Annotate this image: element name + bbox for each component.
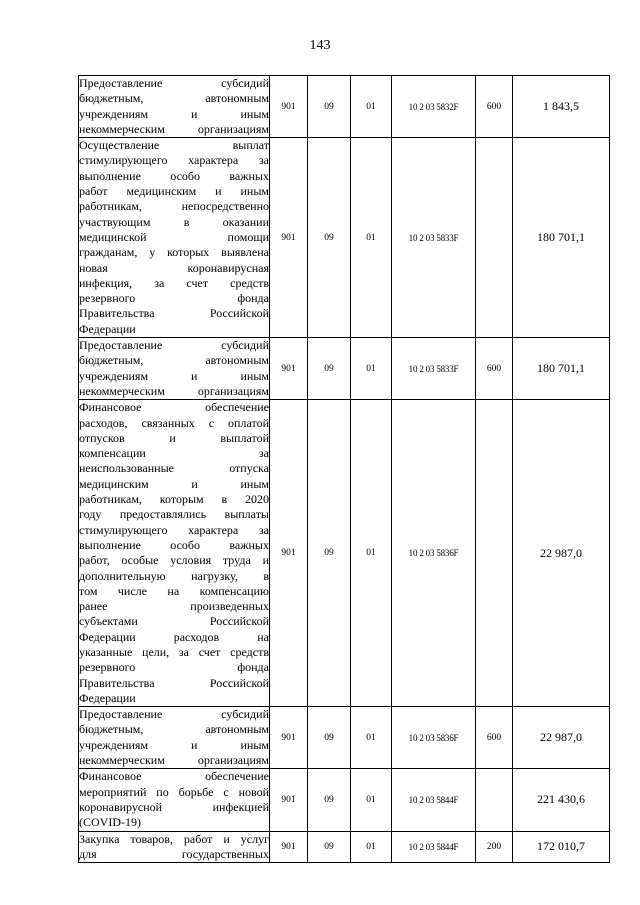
description-line: бюджетным, автономным (79, 722, 269, 737)
subsection-cell: 01 (351, 769, 392, 831)
table-row (79, 138, 610, 338)
description-line: Осуществление выплат (79, 138, 269, 153)
table-row (79, 831, 610, 863)
description-line: участвующим в оказании (79, 214, 269, 229)
description-line: отпусков и выплатой (79, 430, 269, 445)
description-cell (79, 831, 270, 863)
description-line: работникам, непосредственно (79, 199, 269, 214)
description-line: Предоставление субсидий (79, 338, 269, 353)
amount-cell: 180 701,1 (513, 138, 610, 338)
expense-type-cell (476, 138, 513, 338)
amount-cell: 172 010,7 (513, 831, 610, 863)
description-line: гражданам, у которых выявлена (79, 245, 269, 260)
subsection-cell: 01 (351, 138, 392, 338)
subsection-cell: 01 (351, 76, 392, 138)
description-cell (79, 338, 270, 400)
description-cell (79, 76, 270, 138)
target-article-cell: 10 2 03 5844F (392, 831, 476, 863)
grbs-cell: 901 (270, 707, 308, 769)
description-line: ранее произведенных (79, 599, 269, 614)
description-line: дополнительную нагрузку, в (79, 568, 269, 583)
description-line: медицинской помощи (79, 229, 269, 244)
description-line: новая коронавирусная (79, 260, 269, 275)
section-cell: 09 (308, 338, 351, 400)
description-line: для государственных (79, 846, 269, 861)
expense-type-cell: 600 (476, 707, 513, 769)
description-line: расходов, связанных с оплатой (79, 415, 269, 430)
expense-type-cell (476, 400, 513, 707)
amount-cell: 221 430,6 (513, 769, 610, 831)
description-line: Правительства Российской (79, 675, 269, 690)
subsection-cell: 01 (351, 338, 392, 400)
grbs-cell: 901 (270, 338, 308, 400)
expense-type-cell: 200 (476, 831, 513, 863)
description-line: некоммерческим организациям (79, 753, 269, 768)
table-body (79, 76, 610, 863)
description-line: работ, особые условия труда и (79, 553, 269, 568)
description-line: мероприятий по борьбе с новой (79, 784, 269, 799)
grbs-cell: 901 (270, 769, 308, 831)
description-line: Закупка товаров, работ и услуг (79, 831, 269, 846)
expense-type-cell: 600 (476, 338, 513, 400)
description-line: бюджетным, автономным (79, 353, 269, 368)
subsection-cell: 01 (351, 707, 392, 769)
table-row (79, 338, 610, 400)
description-line: Предоставление субсидий (79, 707, 269, 722)
expense-type-cell: 600 (476, 76, 513, 138)
description-line: субъектами Российской (79, 614, 269, 629)
description-line: выполнение особо важных (79, 537, 269, 552)
grbs-cell: 901 (270, 400, 308, 707)
description-line: Финансовое обеспечение (79, 769, 269, 784)
description-line: Федерации расходов на (79, 629, 269, 644)
description-line: неиспользованные отпуска (79, 461, 269, 476)
description-line: инфекция, за счет средств (79, 275, 269, 290)
page-number: 143 (309, 38, 331, 53)
description-line: выполнение особо важных (79, 168, 269, 183)
target-article-cell: 10 2 03 5833F (392, 338, 476, 400)
description-line: Финансовое обеспечение (79, 400, 269, 415)
target-article-cell: 10 2 03 5833F (392, 138, 476, 338)
description-line: учреждениям и иным (79, 368, 269, 383)
description-line: работникам, которым в 2020 (79, 492, 269, 507)
section-cell: 09 (308, 400, 351, 707)
target-article-cell: 10 2 03 5844F (392, 769, 476, 831)
description-line: учреждениям и иным (79, 737, 269, 752)
description-line: (COVID-19) (79, 815, 141, 830)
amount-cell: 22 987,0 (513, 707, 610, 769)
budget-table (78, 75, 610, 863)
subsection-cell: 01 (351, 831, 392, 863)
target-article-cell: 10 2 03 5836F (392, 400, 476, 707)
table-row (79, 76, 610, 138)
description-line: Правительства Российской (79, 306, 269, 321)
section-cell: 09 (308, 76, 351, 138)
description-line: году предоставлялись выплаты (79, 507, 269, 522)
description-cell (79, 400, 270, 707)
table-row (79, 400, 610, 707)
amount-cell: 180 701,1 (513, 338, 610, 400)
description-line: стимулирующего характера за (79, 153, 269, 168)
description-line: резервного фонда (79, 660, 269, 675)
description-line: коронавирусной инфекцией (79, 799, 269, 814)
description-line: резервного фонда (79, 291, 269, 306)
table-row (79, 707, 610, 769)
description-line: учреждениям и иным (79, 106, 269, 121)
description-line: некоммерческим организациям (79, 383, 269, 398)
section-cell: 09 (308, 831, 351, 863)
target-article-cell: 10 2 03 5836F (392, 707, 476, 769)
description-line: Предоставление субсидий (79, 76, 269, 90)
section-cell: 09 (308, 769, 351, 831)
description-line: компенсации за (79, 446, 269, 461)
description-line: работ медицинским и иным (79, 184, 269, 199)
target-article-cell: 10 2 03 5832F (392, 76, 476, 138)
section-cell: 09 (308, 707, 351, 769)
amount-cell: 22 987,0 (513, 400, 610, 707)
description-line: стимулирующего характера за (79, 522, 269, 537)
table-row (79, 769, 610, 831)
description-cell (79, 769, 270, 831)
description-cell (79, 707, 270, 769)
description-cell (79, 138, 270, 338)
expense-type-cell (476, 769, 513, 831)
description-line: Федерации (79, 690, 136, 705)
subsection-cell: 01 (351, 400, 392, 707)
description-line: бюджетным, автономным (79, 91, 269, 106)
grbs-cell: 901 (270, 831, 308, 863)
description-line: медицинским и иным (79, 476, 269, 491)
section-cell: 09 (308, 138, 351, 338)
description-line: указанные цели, за счет средств (79, 644, 269, 659)
description-line: Федерации (79, 321, 136, 336)
description-line: том числе на компенсацию (79, 583, 269, 598)
grbs-cell: 901 (270, 138, 308, 338)
amount-cell: 1 843,5 (513, 76, 610, 138)
grbs-cell: 901 (270, 76, 308, 138)
description-line: некоммерческим организациям (79, 121, 269, 136)
